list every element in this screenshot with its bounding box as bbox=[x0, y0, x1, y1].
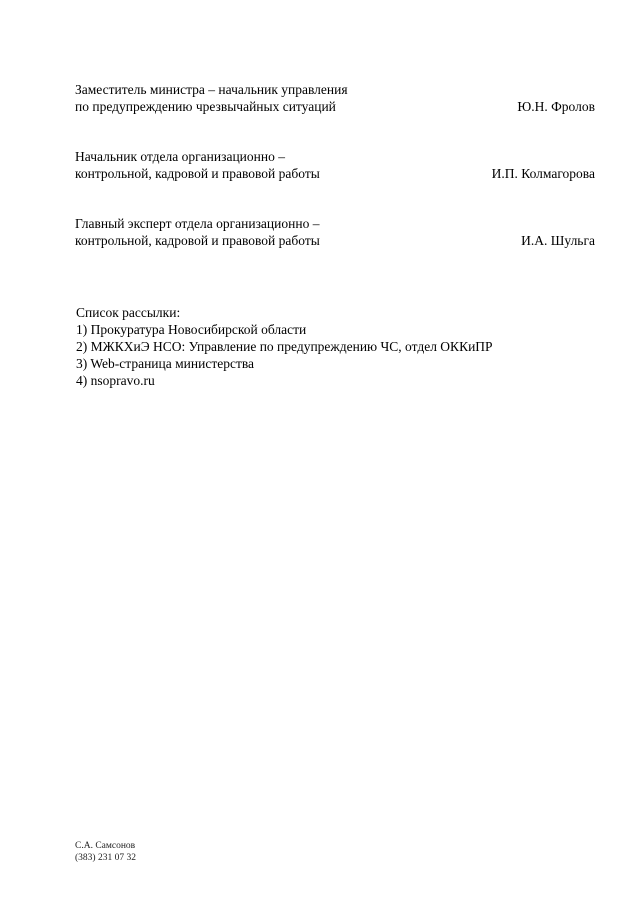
distribution-item: 3) Web-страница министерства bbox=[76, 356, 255, 371]
signatory-name: И.А. Шульга bbox=[521, 233, 595, 248]
position-line-2: контрольной, кадровой и правовой работы bbox=[75, 166, 320, 181]
executor-name: С.А. Самсонов bbox=[75, 841, 136, 851]
signature-row bbox=[75, 165, 595, 182]
signatory-name: Ю.Н. Фролов bbox=[517, 99, 595, 114]
distribution-item: 2) МЖКХиЭ НСО: Управление по предупреждению ЧС, отдел ОККиПР bbox=[76, 339, 493, 354]
signature-block-chief-expert bbox=[75, 215, 595, 249]
distribution-item: 4) nsopravo.ru bbox=[76, 373, 155, 388]
distribution-item: 1) Прокуратура Новосибирской области bbox=[76, 322, 307, 337]
position-line-2: по предупреждению чрезвычайных ситуаций bbox=[75, 99, 336, 114]
distribution-title: Список рассылки: bbox=[76, 305, 181, 320]
position-line-1: Главный эксперт отдела организационно – bbox=[75, 216, 320, 231]
signature-block-department-head bbox=[75, 148, 595, 182]
position-line-1: Начальник отдела организационно – bbox=[75, 149, 285, 164]
position-line-2: контрольной, кадровой и правовой работы bbox=[75, 233, 320, 248]
executor-phone: (383) 231 07 32 bbox=[75, 853, 136, 863]
distribution-list bbox=[76, 304, 493, 389]
signature-row bbox=[75, 98, 595, 115]
signature-row bbox=[75, 232, 595, 249]
position-line-1: Заместитель министра – начальник управления bbox=[75, 82, 348, 97]
signatory-name: И.П. Колмагорова bbox=[491, 166, 595, 181]
executor-footer bbox=[75, 840, 136, 864]
signature-block-deputy-minister bbox=[75, 81, 595, 115]
